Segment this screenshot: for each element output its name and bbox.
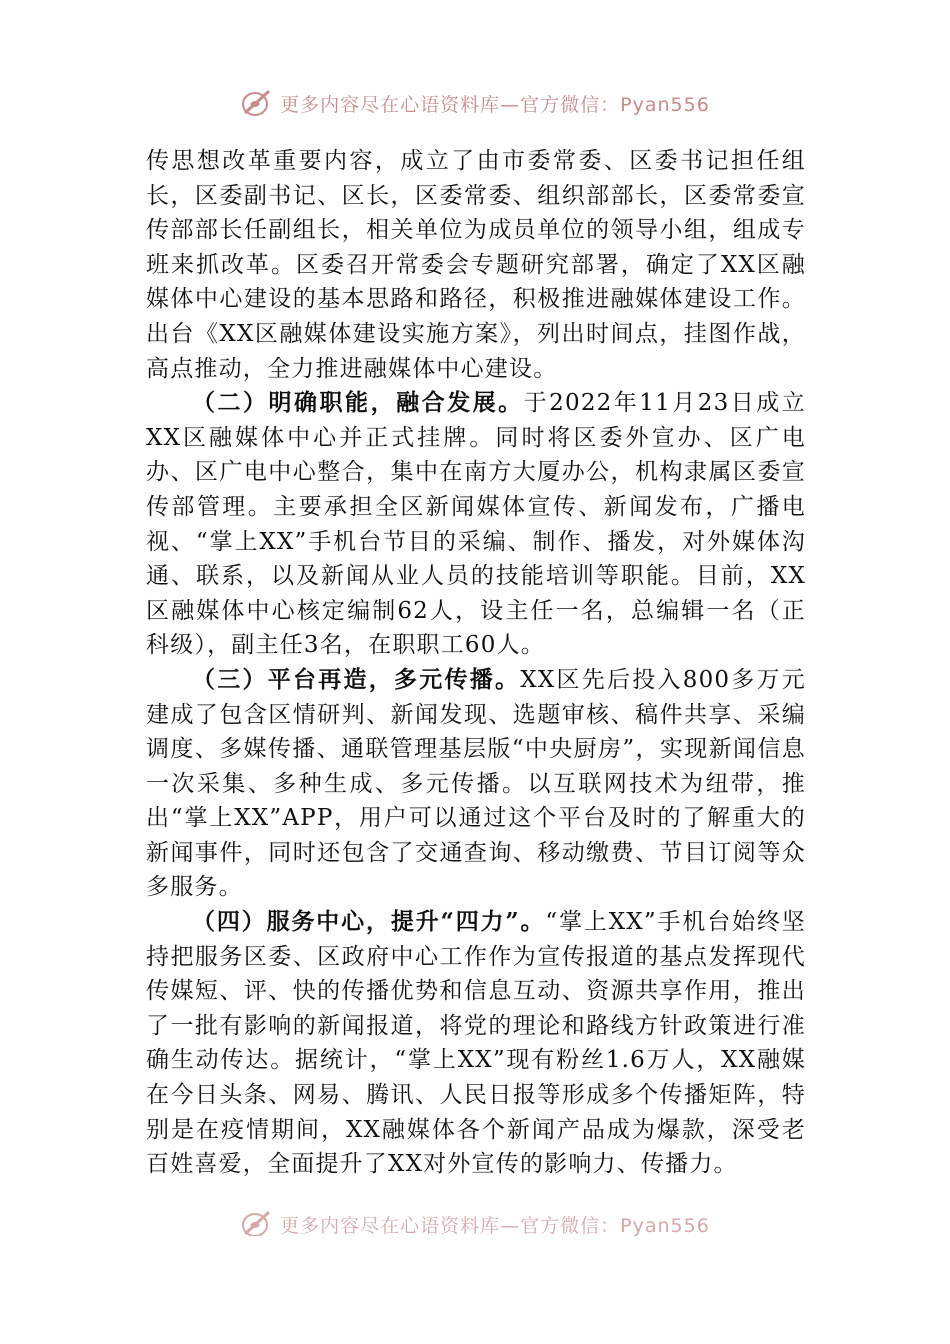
watermark-header-text: 更多内容尽在心语资料库—官方微信：Pyan556: [280, 93, 710, 116]
paragraph-4: [146, 905, 806, 1182]
paragraph-4-heading: （四）服务中心，提升“四力”。: [192, 908, 546, 936]
paragraph-1-text: 传思想改革重要内容，成立了由市委常委、区委书记担任组长，区委副书记、区长，区委常委、组织部部长，区委常委宣传部部长任副组长，相关单位为成员单位的领导小组，组成专班来抓改革。区委召开常委会专题研究部署，确定了XX区融媒体中心建设的基本思路和路径，积极推进融媒体建设工作。出台《XX区融媒体建设实施方案》，列出时间点，挂图作战，高点推动，全力推进融媒体中心建设。: [146, 148, 806, 382]
paragraph-2-text: 于2022年11月23日成立XX区融媒体中心并正式挂牌。同时将区委外宣办、区广电办、区广电中心整合，集中在南方大厦办公，机构隶属区委宣传部管理。主要承担全区新闻媒体宣传、新闻发布，广播电视、“掌上XX”手机台节目的采编、制作、播发，对外媒体沟通、联系，以及新闻从业人员的技能培训等职能。目前，XX区融媒体中心核定编制62人，设主任一名，总编辑一名（正科级），副主任3名，在职职工60人。: [146, 390, 806, 659]
paragraph-3: [146, 663, 806, 905]
watermark-header: [0, 86, 950, 120]
paragraph-3-text: XX区先后投入800多万元建成了包含区情研判、新闻发现、选题审核、稿件共享、采编调度、多媒传播、通联管理基层版“中央厨房”，实现新闻信息一次采集、多种生成、多元传播。以互联网技术为纽带，推出“掌上XX”APP，用户可以通过这个平台及时的了解重大的新闻事件，同时还包含了交通查询、移动缴费、节目订阅等众多服务。: [146, 666, 806, 901]
paragraph-2-heading: （二）明确职能，融合发展。: [192, 389, 524, 417]
pen-logo-icon: [240, 88, 274, 118]
watermark-footer: [0, 1206, 950, 1236]
document-body: [146, 144, 806, 1182]
paragraph-1: [146, 144, 806, 386]
paragraph-2: [146, 386, 806, 663]
watermark-footer-text: 更多内容尽在心语资料库—官方微信：Pyan556: [280, 1214, 710, 1236]
pen-logo-icon: [240, 1209, 274, 1236]
paragraph-4-text: “掌上XX”手机台始终坚持把服务区委、区政府中心工作作为宣传报道的基点发挥现代传媒短、评、快的传播优势和信息互动、资源共享作用，推出了一批有影响的新闻报道，将党的理论和路线方针政策进行准确生动传达。据统计，“掌上XX”现有粉丝1.6万人，XX融媒在今日头条、网易、腾讯、人民日报等形成多个传播矩阵，特别是在疫情期间，XX融媒体各个新闻产品成为爆款，深受老百姓喜爱，全面提升了XX对外宣传的影响力、传播力。: [146, 909, 806, 1178]
paragraph-3-heading: （三）平台再造，多元传播。: [192, 665, 521, 693]
